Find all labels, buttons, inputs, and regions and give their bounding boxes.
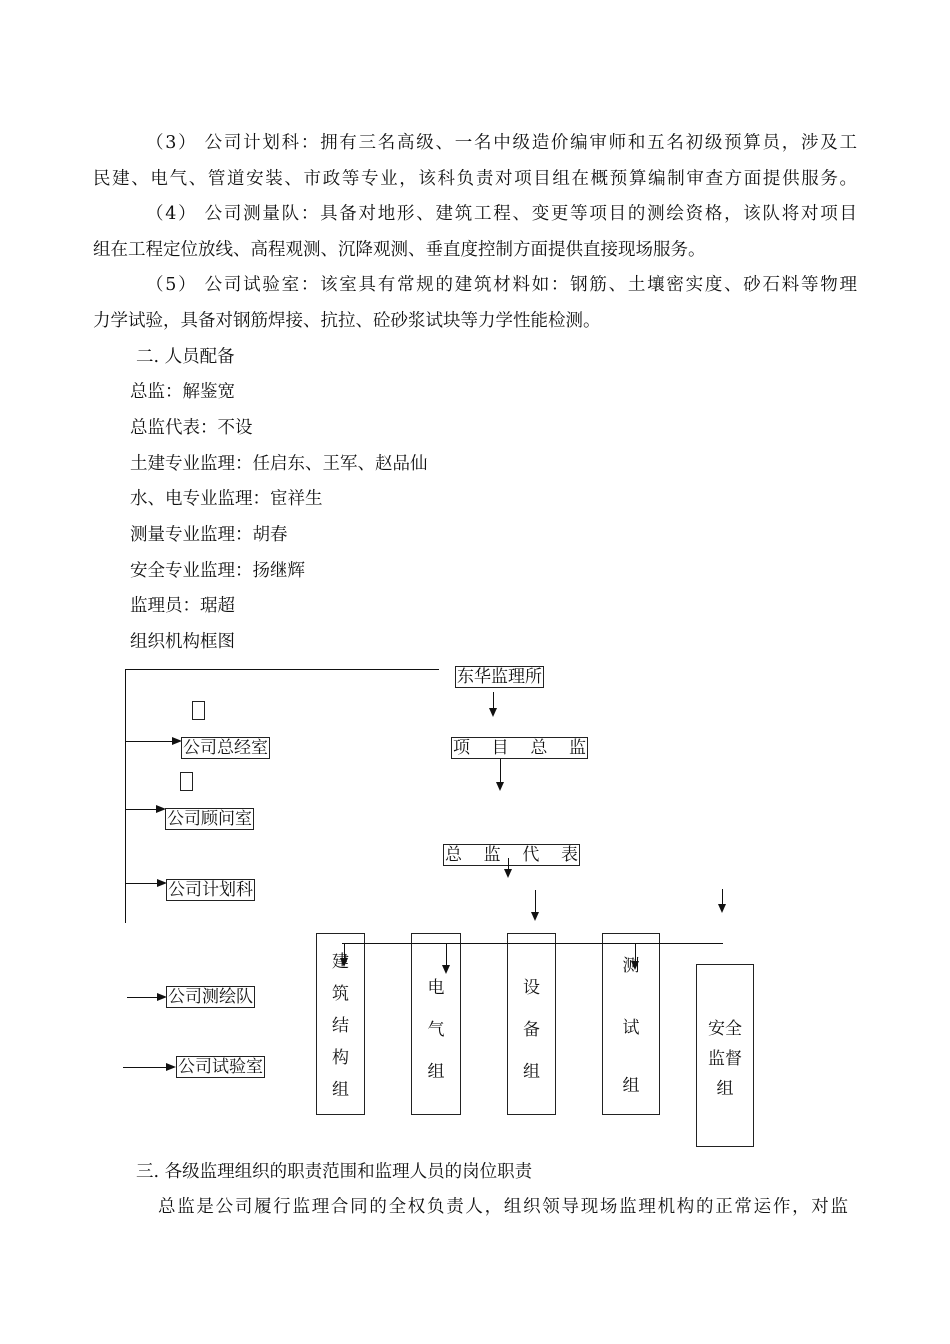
arrow-down-icon [504,869,512,878]
arrow-line [635,943,636,963]
paragraph-3-line-1: （3） 公司计划科：拥有三名高级、一名中级造价编审师和五名初级预算员，涉及工 [146,133,857,153]
arrow-down-icon [489,708,497,717]
placeholder-glyph-icon [192,701,205,720]
arrow-line [500,759,501,784]
box-survey-team: 公司测绘队 [168,987,253,1007]
section-3-heading: 三. 各级监理组织的职责范围和监理人员的岗位职责 [136,1162,533,1182]
arrow-down-icon [442,965,450,974]
box-equipment-group: 设 备 组 [507,933,556,1115]
distribution-line [342,943,723,944]
box-general-office: 公司总经室 [183,738,268,758]
box-test-lab: 公司试验室 [178,1057,263,1077]
staff-mep: 水、电专业监理：宦祥生 [130,489,323,509]
arrow-right-icon [166,1063,176,1071]
arrow-line [446,943,447,967]
box-testing-group: 测 试 组 [602,933,660,1115]
arrow-line [126,741,174,742]
paragraph-5-line-1: （5） 公司试验室：该室具有常规的建筑材料如：钢筋、土壤密实度、砂石料等物理 [146,275,857,295]
staff-chief: 总监：解鉴宽 [130,382,235,402]
paragraph-3-line-2: 民建、电气、管道安装、市政等专业，该科负责对项目组在概预算编制审查方面提供服务。 [93,169,857,189]
box-donghua-supervision: 东华监理所 [457,667,542,687]
box-structure-group: 建 筑 结 构 组 [316,933,365,1115]
placeholder-glyph-icon [180,772,193,791]
staff-survey: 测量专业监理：胡春 [130,525,288,545]
arrow-down-icon [496,782,504,791]
arrow-line [123,1067,168,1068]
staff-safety: 安全专业监理：扬继辉 [130,561,305,581]
box-chief-representative: 总 监 代 表 [443,844,580,866]
arrow-down-icon [718,904,726,913]
box-project-chief: 项 目 总 监 [451,737,588,759]
paragraph-5-line-2: 力学试验，具备对钢筋焊接、抗拉、砼砂浆试块等力学性能检测。 [93,311,601,331]
arrow-down-icon [340,958,348,967]
paragraph-4-line-2: 组在工程定位放线、高程观测、沉降观测、垂直度控制方面提供直接现场服务。 [93,240,706,260]
section-3-text: 总监是公司履行监理合同的全权负责人，组织领导现场监理机构的正常运作，对监 [158,1197,848,1217]
staff-inspector: 监理员：琚超 [130,596,235,616]
box-electrical-group: 电 气 组 [411,933,461,1115]
box-safety-group: 安全 监督 组 [696,964,754,1147]
arrow-line [126,809,158,810]
arrow-down-icon [631,961,639,970]
staff-deputy: 总监代表：不设 [130,418,253,438]
left-vertical-line [125,669,126,923]
staffing-heading: 二. 人员配备 [136,347,235,367]
box-advisory-office: 公司顾问室 [167,809,252,829]
paragraph-4-line-1: （4） 公司测量队：具备对地形、建筑工程、变更等项目的测绘资格，该队将对项目 [146,204,857,224]
arrow-line [126,883,159,884]
arrow-line [535,890,536,914]
staff-civil: 土建专业监理：任启东、王军、赵品仙 [130,454,428,474]
box-planning-dept: 公司计划科 [168,880,253,900]
top-connector-line [125,669,439,670]
arrow-down-icon [531,912,539,921]
org-chart-title: 组织机构框图 [130,632,235,652]
arrow-line [127,997,159,998]
